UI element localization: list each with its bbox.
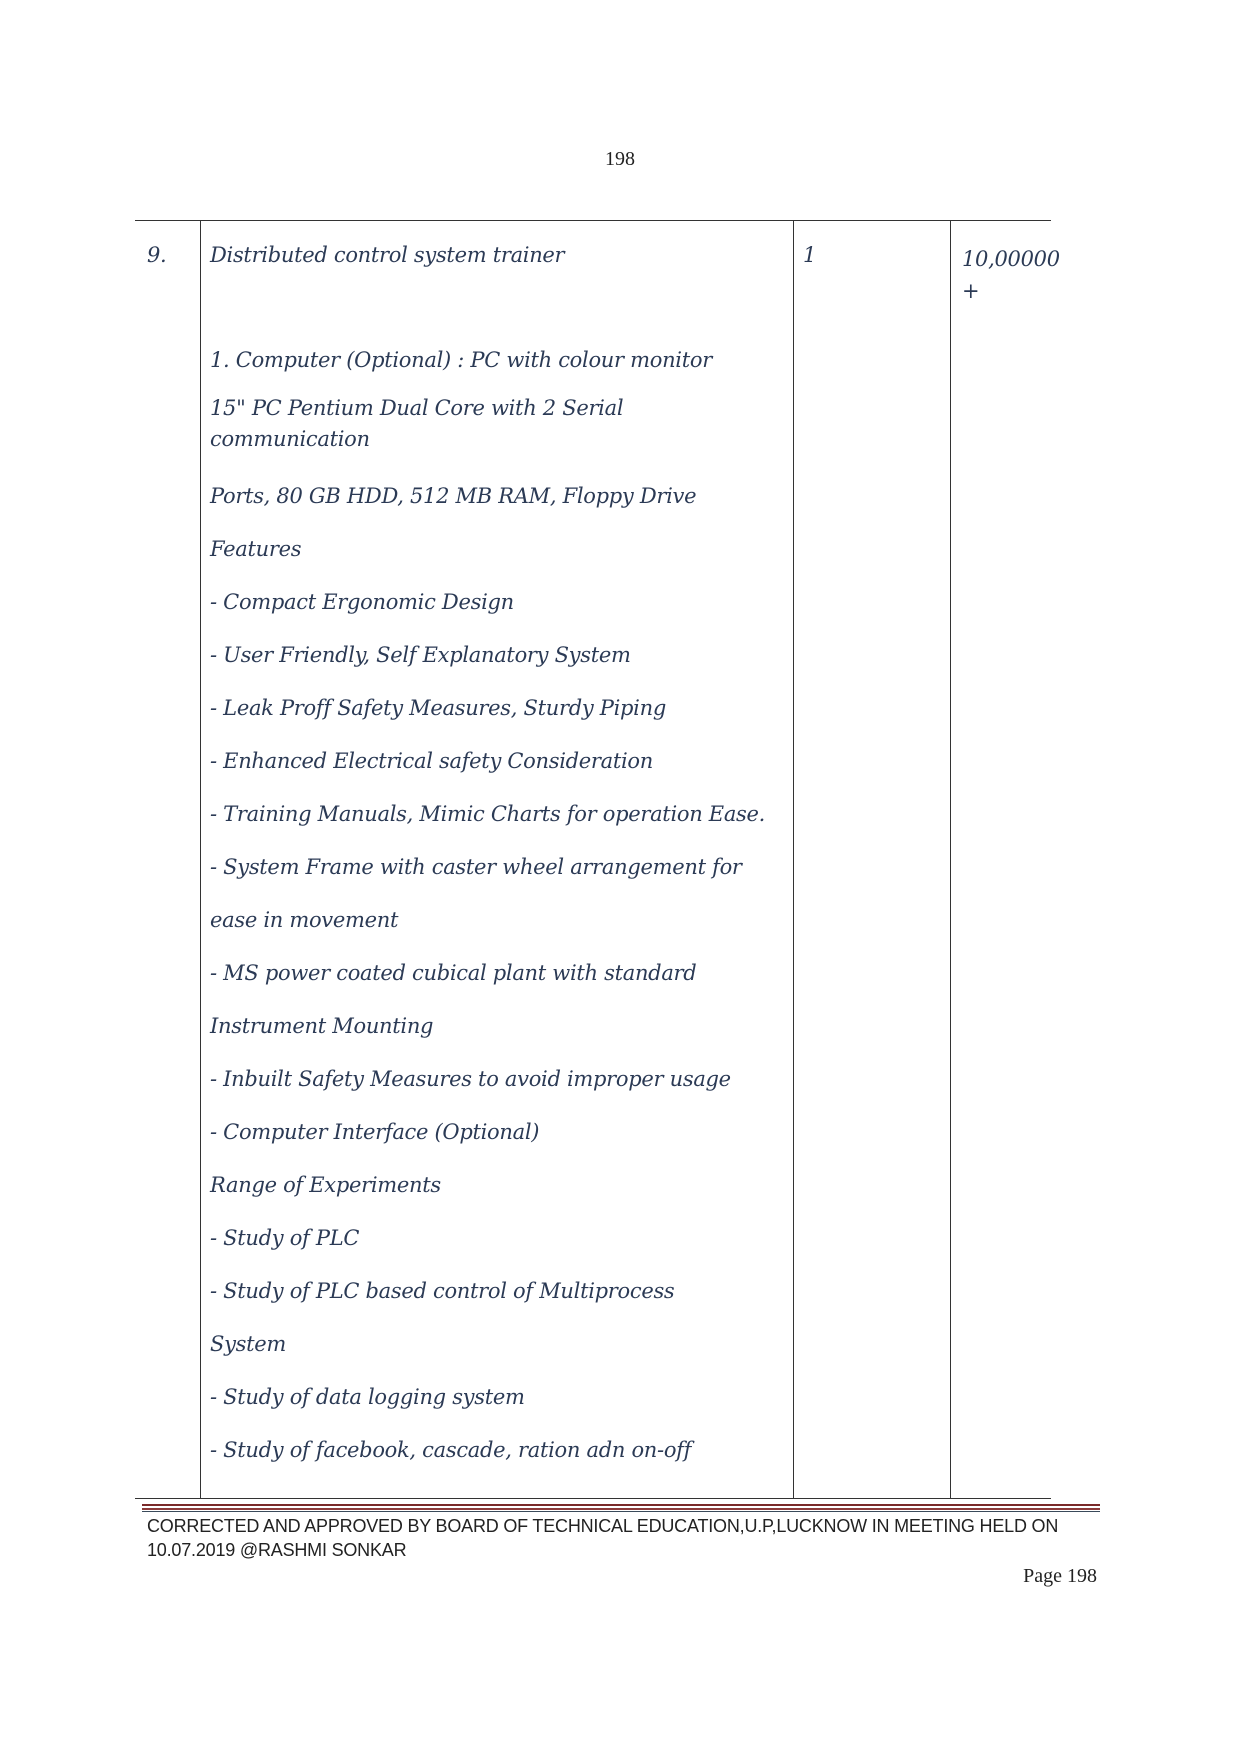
cost-value <box>962 243 1060 307</box>
cost-column <box>951 221 1060 1498</box>
desc-line: - Study of PLC based control of Multiprocess <box>210 1279 675 1303</box>
desc-line: - Computer Interface (Optional) <box>210 1120 540 1144</box>
page-number-top: 198 <box>605 148 635 170</box>
page-label: Page 198 <box>1023 1565 1097 1587</box>
approval-footer: CORRECTED AND APPROVED BY BOARD OF TECHNICAL EDUCATION,U.P,LUCKNOW IN MEETING HELD ON 10.07.2019 @RASHMI SONKAR <box>147 1516 1059 1560</box>
desc-line: - Study of data logging system <box>210 1385 525 1409</box>
equipment-table <box>135 220 1060 1499</box>
desc-line: - Training Manuals, Mimic Charts for operation Ease. <box>210 802 766 826</box>
desc-line: Instrument Mounting <box>210 1014 434 1038</box>
desc-line: - System Frame with caster wheel arrangement for <box>210 855 742 879</box>
desc-line: Range of Experiments <box>210 1173 441 1197</box>
desc-line: - Study of facebook, cascade, ration adn on-off <box>210 1438 692 1462</box>
desc-line: Ports, 80 GB HDD, 512 MB RAM, Floppy Drive <box>210 484 697 508</box>
desc-line: - Study of PLC <box>210 1226 360 1250</box>
sno-column <box>135 221 200 1498</box>
desc-line: 1. Computer (Optional) : PC with colour monitor <box>210 348 712 372</box>
quantity-value: 1 <box>803 243 817 267</box>
footer-rule <box>142 1511 1100 1512</box>
description-column <box>200 221 794 1498</box>
footer-rule <box>142 1504 1100 1506</box>
desc-line: System <box>210 1332 287 1356</box>
cost-amount: 10,00000 <box>962 247 1060 271</box>
desc-line: - Inbuilt Safety Measures to avoid improper usage <box>210 1067 731 1091</box>
desc-line: - Leak Proff Safety Measures, Sturdy Piping <box>210 696 666 720</box>
quantity-column <box>793 221 951 1498</box>
serial-number: 9. <box>147 243 167 267</box>
desc-line: - Enhanced Electrical safety Consideration <box>210 749 653 773</box>
cost-suffix: + <box>962 279 980 303</box>
desc-line: 15" PC Pentium Dual Core with 2 Serial communication <box>210 396 624 451</box>
item-title: Distributed control system trainer <box>210 243 565 267</box>
desc-line: - Compact Ergonomic Design <box>210 590 514 614</box>
desc-line: - User Friendly, Self Explanatory System <box>210 643 631 667</box>
footer-rule <box>142 1508 1100 1510</box>
desc-line: - MS power coated cubical plant with standard <box>210 961 697 985</box>
desc-line: ease in movement <box>210 908 399 932</box>
desc-line: Features <box>210 537 302 561</box>
